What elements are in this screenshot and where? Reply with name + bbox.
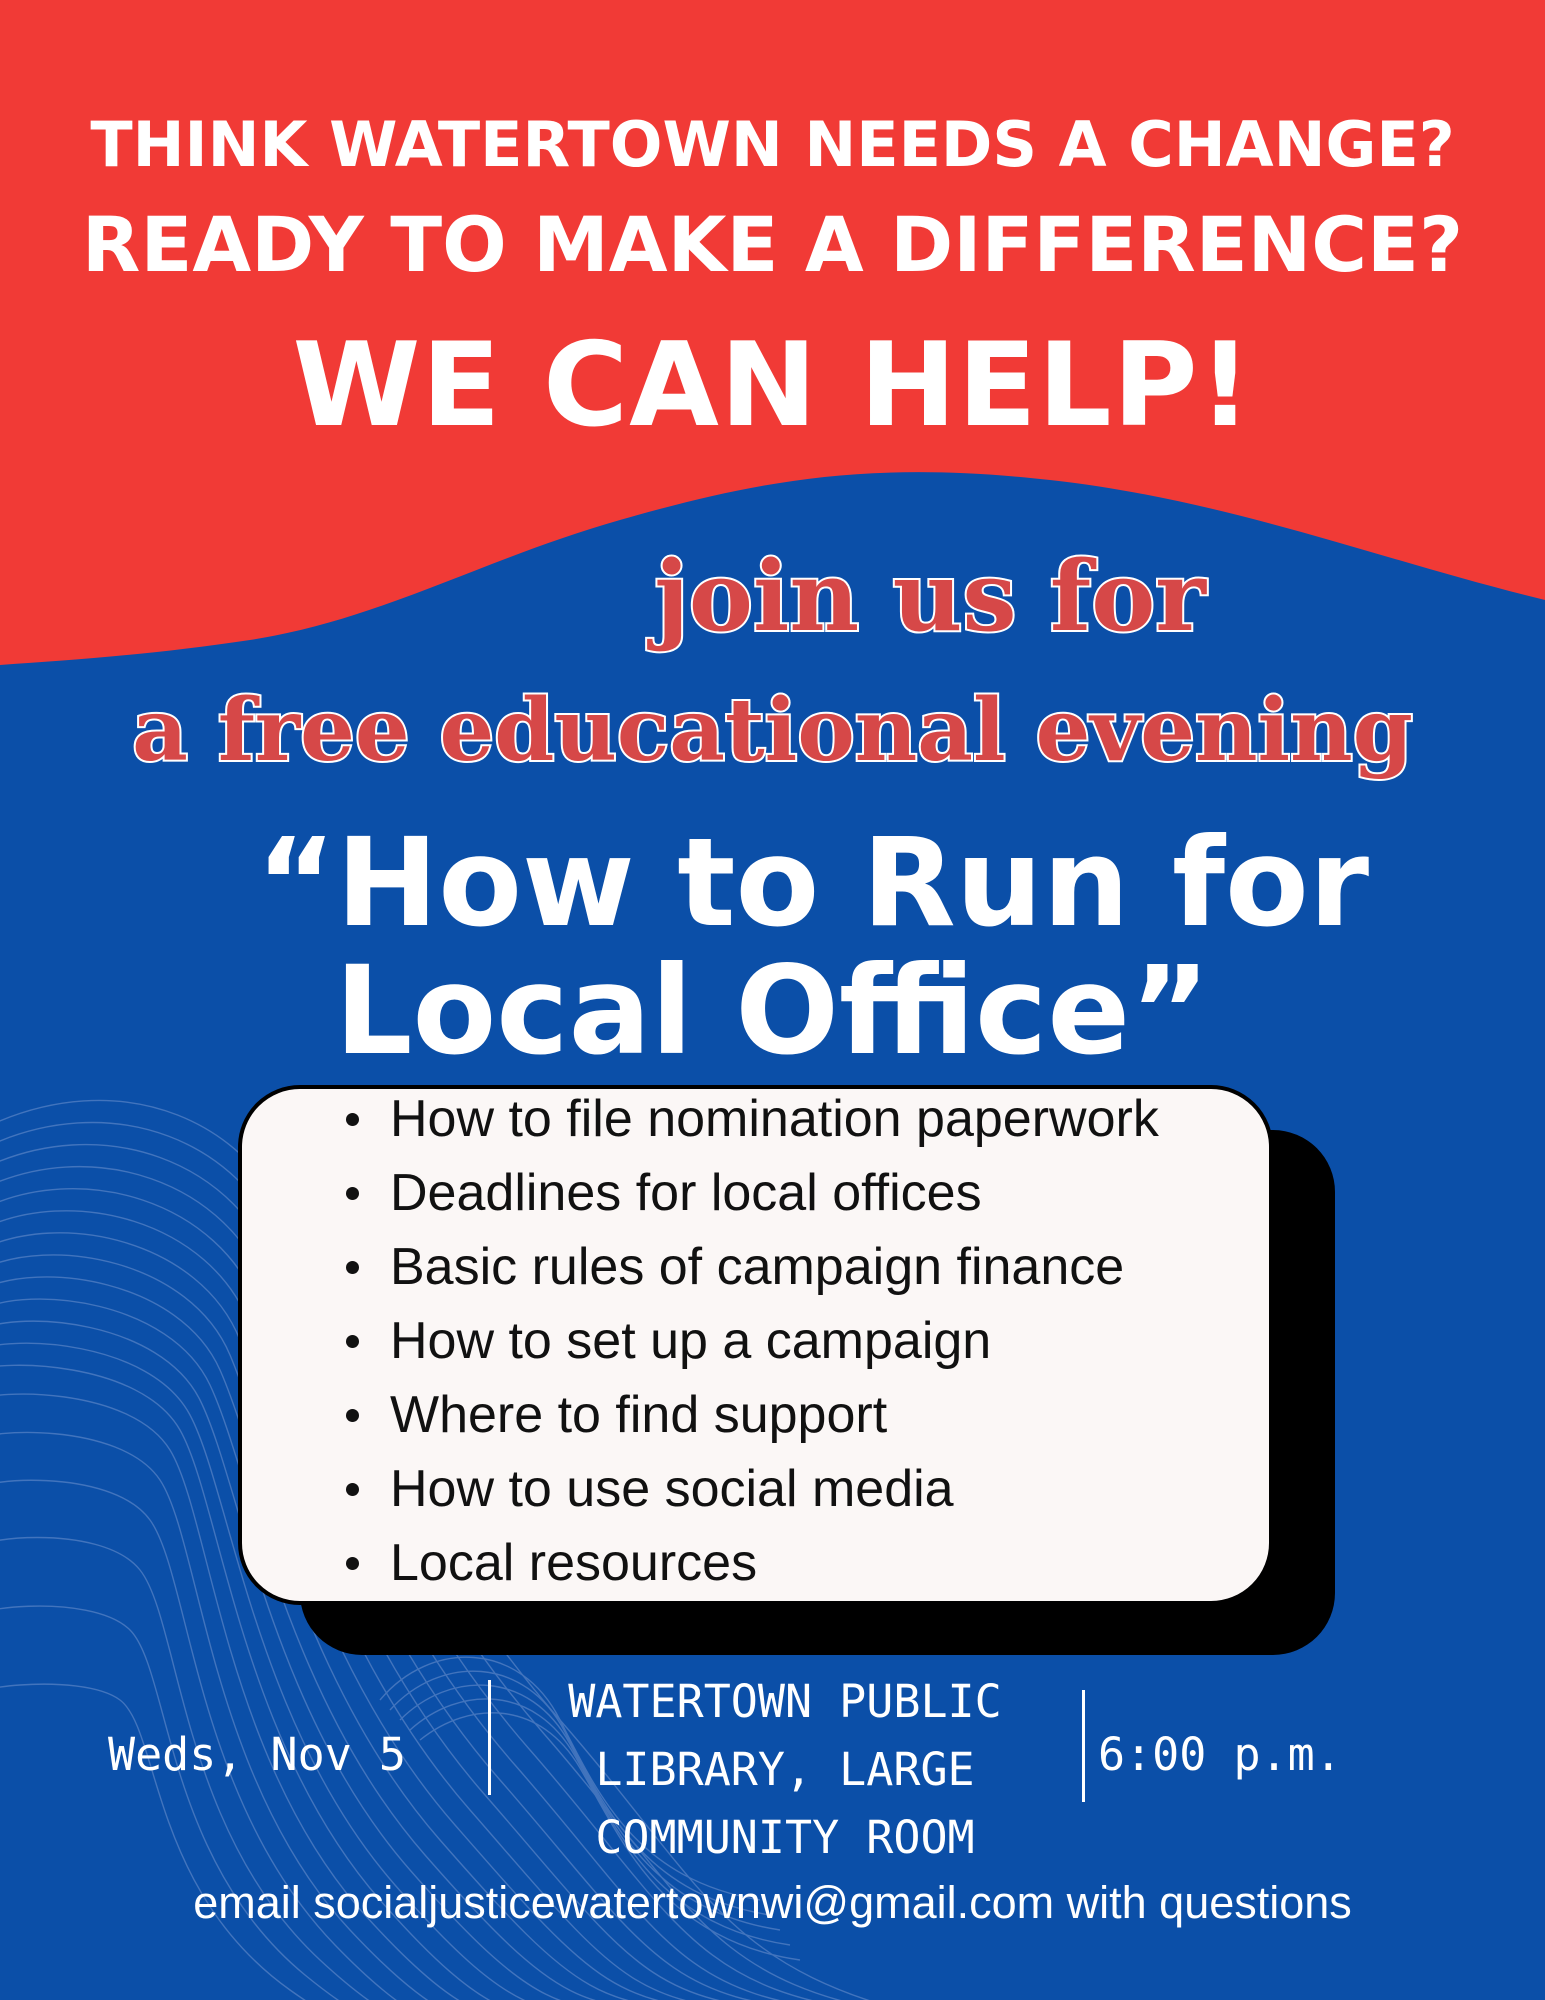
topic-label: Local resources [390, 1534, 758, 1592]
event-location [525, 1668, 1045, 1872]
topic-label: How to use social media [390, 1460, 954, 1518]
event-time: 6:00 p.m. [1098, 1728, 1342, 1781]
headline-line-1: THINK WATERTOWN NEEDS A CHANGE? [90, 108, 1455, 181]
topic-item [340, 1230, 1159, 1304]
topic-item [340, 1156, 1159, 1230]
topic-label: Basic rules of campaign finance [390, 1238, 1125, 1296]
headline-line-2: READY TO MAKE A DIFFERENCE? [81, 200, 1464, 289]
topic-label: Deadlines for local offices [390, 1164, 982, 1222]
event-title-line-2: Local Office” [334, 940, 1211, 1082]
bullet-icon [346, 1557, 359, 1570]
topic-item [340, 1082, 1159, 1156]
divider [1082, 1690, 1085, 1802]
divider [488, 1680, 491, 1795]
topic-label: Where to find support [390, 1386, 888, 1444]
topic-label: How to set up a campaign [390, 1312, 992, 1370]
location-line-1: WATERTOWN PUBLIC [568, 1675, 1002, 1728]
bullet-icon [346, 1113, 359, 1126]
location-line-3: COMMUNITY ROOM [595, 1811, 975, 1864]
bullet-icon [346, 1409, 359, 1422]
event-date: Weds, Nov 5 [108, 1728, 407, 1781]
topics-list [340, 1082, 1159, 1600]
join-us-text: join us for [654, 540, 1206, 653]
bullet-icon [346, 1187, 359, 1200]
bullet-icon [346, 1261, 359, 1274]
headline-line-3: WE CAN HELP! [292, 318, 1253, 453]
event-title-line-1: “How to Run for [255, 812, 1370, 954]
location-line-2: LIBRARY, LARGE [595, 1743, 975, 1796]
topic-item [340, 1378, 1159, 1452]
contact-email-text: email socialjusticewatertownwi@gmail.com with questions [193, 1877, 1352, 1928]
topic-item [340, 1304, 1159, 1378]
topic-item [340, 1452, 1159, 1526]
bullet-icon [346, 1483, 359, 1496]
topic-label: How to file nomination paperwork [390, 1090, 1159, 1148]
bullet-icon [346, 1335, 359, 1348]
event-type-text: a free educational evening [132, 680, 1413, 781]
topic-item [340, 1526, 1159, 1600]
